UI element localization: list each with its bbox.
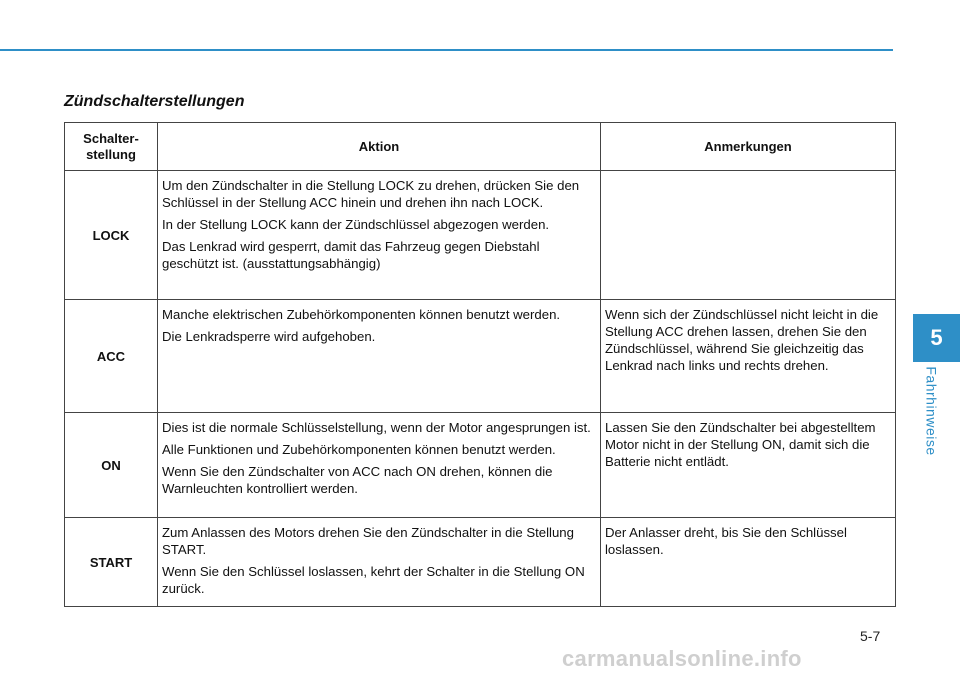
header-rule xyxy=(0,49,893,51)
action-cell xyxy=(158,300,601,413)
position-cell: START xyxy=(65,518,158,607)
section-title: Zündschalterstellungen xyxy=(64,93,245,110)
position-cell: ACC xyxy=(65,300,158,413)
position-cell: ON xyxy=(65,413,158,518)
chapter-number-tab xyxy=(913,314,960,362)
action-cell xyxy=(158,518,601,607)
notes-text: Wenn sich der Zündschlüssel nicht leicht in die Stellung ACC drehen lassen, drehen Sie den Zündschlüssel, während Sie gleichzeitig das Lenkrad nach links und rechts drehen. xyxy=(605,307,879,373)
header-action: Aktion xyxy=(158,123,601,171)
chapter-title-vertical xyxy=(902,366,960,456)
notes-text: Der Anlasser dreht, bis Sie den Schlüssel loslassen. xyxy=(605,525,847,557)
action-text: Wenn Sie den Schlüssel loslassen, kehrt der Schalter in die Stellung ON zurück. xyxy=(162,564,585,596)
chapter-number: 5 xyxy=(930,325,943,350)
header-notes: Anmerkungen xyxy=(601,123,896,171)
action-cell xyxy=(158,171,601,300)
chapter-title: Fahrhinweise xyxy=(924,366,941,456)
action-text: Das Lenkrad wird gesperrt, damit das Fahrzeug gegen Diebstahl geschützt ist. (ausstattungsabhängig) xyxy=(162,239,540,271)
watermark: carmanualsonline.info xyxy=(562,646,802,671)
table-row xyxy=(65,413,896,518)
action-text: Um den Zündschalter in die Stellung LOCK zu drehen, drücken Sie den Schlüssel in der Stellung ACC hinein und drehen ihn nach LOCK. xyxy=(162,178,580,210)
action-text: In der Stellung LOCK kann der Zündschlüssel abgezogen werden. xyxy=(162,217,550,232)
notes-cell xyxy=(601,413,896,518)
notes-cell xyxy=(601,518,896,607)
action-cell xyxy=(158,413,601,518)
action-text: Die Lenkradsperre wird aufgehoben. xyxy=(162,329,376,344)
position-cell: LOCK xyxy=(65,171,158,300)
header-switch-position-line2: stellung xyxy=(86,146,136,162)
action-text: Wenn Sie den Zündschalter von ACC nach ON drehen, können die Warnleuchten kontrolliert werden. xyxy=(162,464,553,496)
notes-cell xyxy=(601,171,896,300)
action-text: Alle Funktionen und Zubehörkomponenten können benutzt werden. xyxy=(162,442,556,457)
action-text: Manche elektrischen Zubehörkomponenten können benutzt werden. xyxy=(162,307,561,322)
table-header-row xyxy=(65,123,896,171)
page-number: 5-7 xyxy=(860,628,881,644)
notes-cell xyxy=(601,300,896,413)
table-row xyxy=(65,300,896,413)
action-text: Zum Anlassen des Motors drehen Sie den Zündschalter in die Stellung START. xyxy=(162,525,574,557)
header-switch-position-line1: Schalter- xyxy=(83,130,139,146)
ignition-positions-table xyxy=(64,122,896,607)
header-switch-position xyxy=(65,123,158,171)
action-text: Dies ist die normale Schlüsselstellung, wenn der Motor angesprungen ist. xyxy=(162,420,591,435)
table-row xyxy=(65,171,896,300)
table-row xyxy=(65,518,896,607)
notes-text: Lassen Sie den Zündschalter bei abgestelltem Motor nicht in der Stellung ON, damit sich die Batterie nicht entlädt. xyxy=(605,420,876,469)
